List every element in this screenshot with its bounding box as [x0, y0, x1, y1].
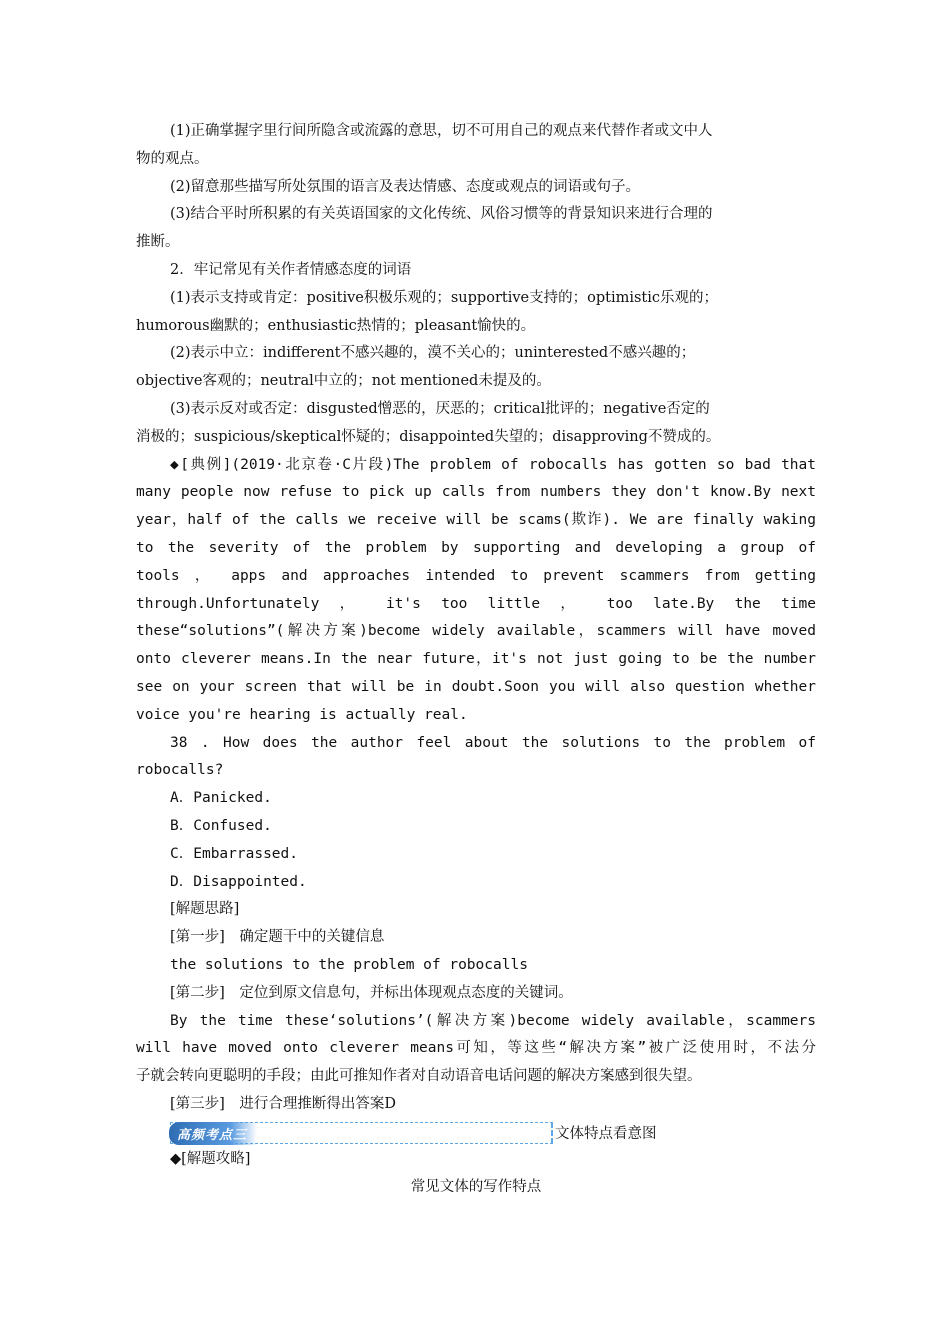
example-line: tools ， apps and approaches intended to prevent scammers from getting	[136, 567, 816, 584]
attitude-line: 消极的；suspicious/skeptical怀疑的；disappointed失望的；disapproving不赞成的。	[136, 428, 721, 445]
option-a: A．Panicked.	[170, 790, 272, 807]
example-line: through.Unfortunately ， it's too little ， too late.By the time	[136, 595, 816, 612]
section-banner	[136, 1119, 816, 1147]
step-one: [第一步] 确定题干中的关键信息	[170, 929, 385, 946]
document-page	[136, 118, 816, 1202]
step-one-text: the solutions to the problem of robocalls	[170, 956, 528, 973]
attitude-line: humorous幽默的；enthusiastic热情的；pleasant愉快的。	[136, 317, 536, 334]
analysis-heading: [解题思路]	[170, 901, 240, 918]
table-title: 常见文体的写作特点	[410, 1179, 542, 1196]
step-two: [第二步] 定位到原文信息句，并标出体现观点态度的关键词。	[170, 984, 573, 1001]
point-line: (3)结合平时所积累的有关英语国家的文化传统、风俗习惯等的背景知识来进行合理的	[170, 206, 713, 223]
section-title: 2．牢记常见有关作者情感态度的词语	[170, 261, 412, 278]
point-line: (2)留意那些描写所处氛围的语言及表达情感、态度或观点的词语或句子。	[170, 178, 641, 195]
point-line: 推断。	[136, 234, 180, 251]
example-line: to the severity of the problem by supporting and developing a group of	[136, 539, 816, 556]
example-line: many people now refuse to pick up calls from numbers they don't know.By next	[136, 484, 816, 501]
option-b: B．Confused.	[170, 817, 272, 834]
step-two-line: will have moved onto cleverer means可知，等这些“解决方案”被广泛使用时，不法分	[136, 1040, 816, 1057]
step-two-line: 子就会转向更聪明的手段；由此可推知作者对自动语音电话问题的解决方案感到很失望。	[136, 1068, 702, 1085]
option-d: D．Disappointed.	[170, 873, 307, 890]
point-line: (1)正确掌握字里行间所隐含或流露的意思，切不可用自己的观点来代替作者或文中人	[170, 123, 713, 139]
example-line: these“solutions”(解决方案)become widely available，scammers will have moved	[136, 623, 816, 640]
frequency-badge: 高频考点三	[169, 1122, 257, 1145]
banner-dashed-box	[170, 1122, 553, 1144]
question-stem: robocalls?	[136, 762, 224, 779]
attitude-line: (1)表示支持或肯定：positive积极乐观的；supportive支持的；optimistic乐观的；	[170, 289, 718, 306]
point-line: 物的观点。	[136, 150, 209, 167]
question-stem: 38 . How does the author feel about the solutions to the problem of	[170, 734, 816, 751]
attitude-line: (2)表示中立：indifferent不感兴趣的，漠不关心的；uninterested不感兴趣的；	[170, 345, 696, 362]
example-line: ◆[典例](2019·北京卷·C片段)The problem of robocalls has gotten so bad that	[170, 456, 816, 473]
step-three: [第三步] 进行合理推断得出答案D	[170, 1095, 396, 1112]
example-line: voice you're hearing is actually real.	[136, 706, 468, 723]
banner-title: 文体特点看意图	[555, 1126, 657, 1143]
example-line: see on your screen that will be in doubt.Soon you will also question whether	[136, 678, 816, 695]
attitude-line: (3)表示反对或否定：disgusted憎恶的，厌恶的；critical批评的；negative否定的	[170, 400, 710, 417]
step-two-line: By the time these‘solutions’(解决方案)become widely available，scammers	[170, 1012, 816, 1029]
option-c: C．Embarrassed.	[170, 845, 298, 862]
example-line: year，half of the calls we receive will be scams(欺诈). We are finally waking	[136, 512, 816, 529]
attitude-line: objective客观的；neutral中立的；not mentioned未提及的。	[136, 373, 551, 390]
example-line: onto cleverer means.In the near future，it's not just going to be the number	[136, 651, 816, 668]
strategy-heading: ◆[解题攻略]	[170, 1151, 251, 1168]
